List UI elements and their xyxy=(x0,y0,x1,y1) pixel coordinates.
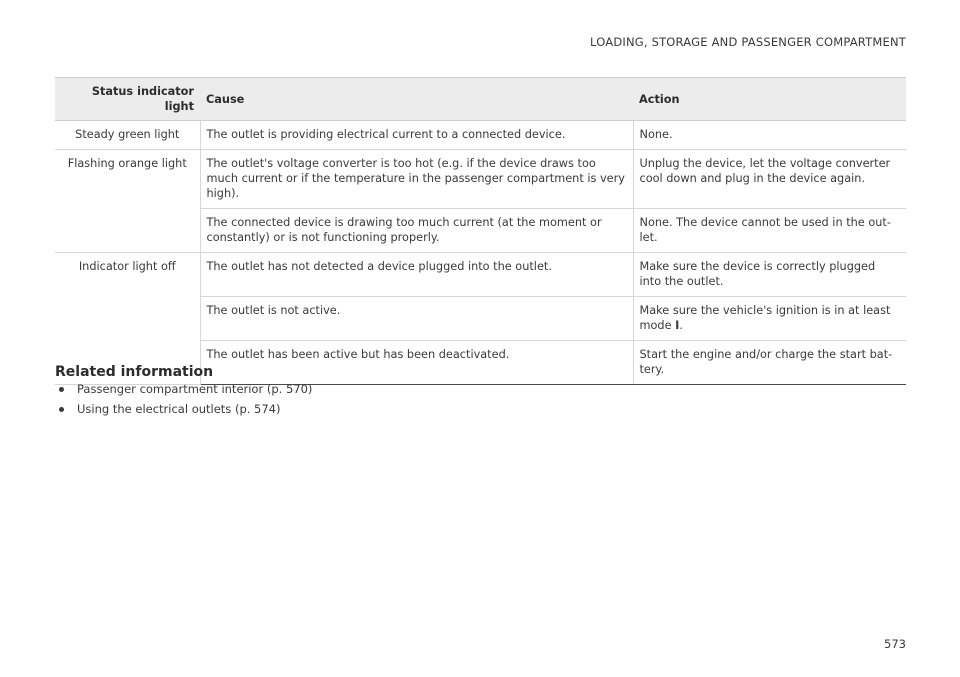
table-row xyxy=(55,121,906,150)
bullet-icon xyxy=(59,407,64,412)
related-link[interactable] xyxy=(55,400,312,420)
status-cell: Indicator light off xyxy=(55,253,200,385)
table-row xyxy=(55,253,906,297)
related-list xyxy=(55,380,312,420)
cause-cell: The outlet's voltage converter is too hot (e.g. if the device draws too much current or if the temperature in the passenger compartment is very high). xyxy=(200,150,633,209)
action-text: Make sure the vehicle's ignition is in at least mode xyxy=(639,304,891,332)
related-link-text: Using the electrical outlets (p. 574) xyxy=(77,402,281,416)
cause-cell: The connected device is drawing too much current (at the moment or constantly) or is not functioning properly. xyxy=(200,209,633,253)
status-cell: Flashing orange light xyxy=(55,150,200,253)
cause-cell: The outlet is not active. xyxy=(200,297,633,341)
related-link[interactable] xyxy=(55,380,312,400)
action-cell: None. xyxy=(633,121,906,150)
ignition-mode: I xyxy=(675,319,680,332)
related-heading: Related information xyxy=(55,364,214,380)
related-information xyxy=(55,364,312,420)
running-header: LOADING, STORAGE AND PASSENGER COMPARTMENT xyxy=(590,35,906,49)
status-cell: Steady green light xyxy=(55,121,200,150)
action-cell xyxy=(633,297,906,341)
cause-cell: The outlet has not detected a device plugged into the outlet. xyxy=(200,253,633,297)
table-header-row xyxy=(55,78,906,121)
action-cell: Make sure the device is correctly plugged into the outlet. xyxy=(633,253,906,297)
header-cause: Cause xyxy=(200,78,633,121)
action-cell: Unplug the device, let the voltage converter cool down and plug in the device again. xyxy=(633,150,906,209)
header-status: Status indicator light xyxy=(55,78,200,121)
table-row xyxy=(55,150,906,209)
action-cell: Start the engine and/or charge the start bat-tery. xyxy=(633,341,906,385)
page-number: 573 xyxy=(884,637,906,651)
action-suffix: . xyxy=(679,319,683,332)
header-action: Action xyxy=(633,78,906,121)
status-indicator-table xyxy=(55,77,906,385)
related-link-text: Passenger compartment interior (p. 570) xyxy=(77,382,313,396)
cause-cell: The outlet has been active but has been deactivated. xyxy=(200,341,633,385)
cause-cell: The outlet is providing electrical current to a connected device. xyxy=(200,121,633,150)
bullet-icon xyxy=(59,387,64,392)
action-cell: None. The device cannot be used in the out-let. xyxy=(633,209,906,253)
